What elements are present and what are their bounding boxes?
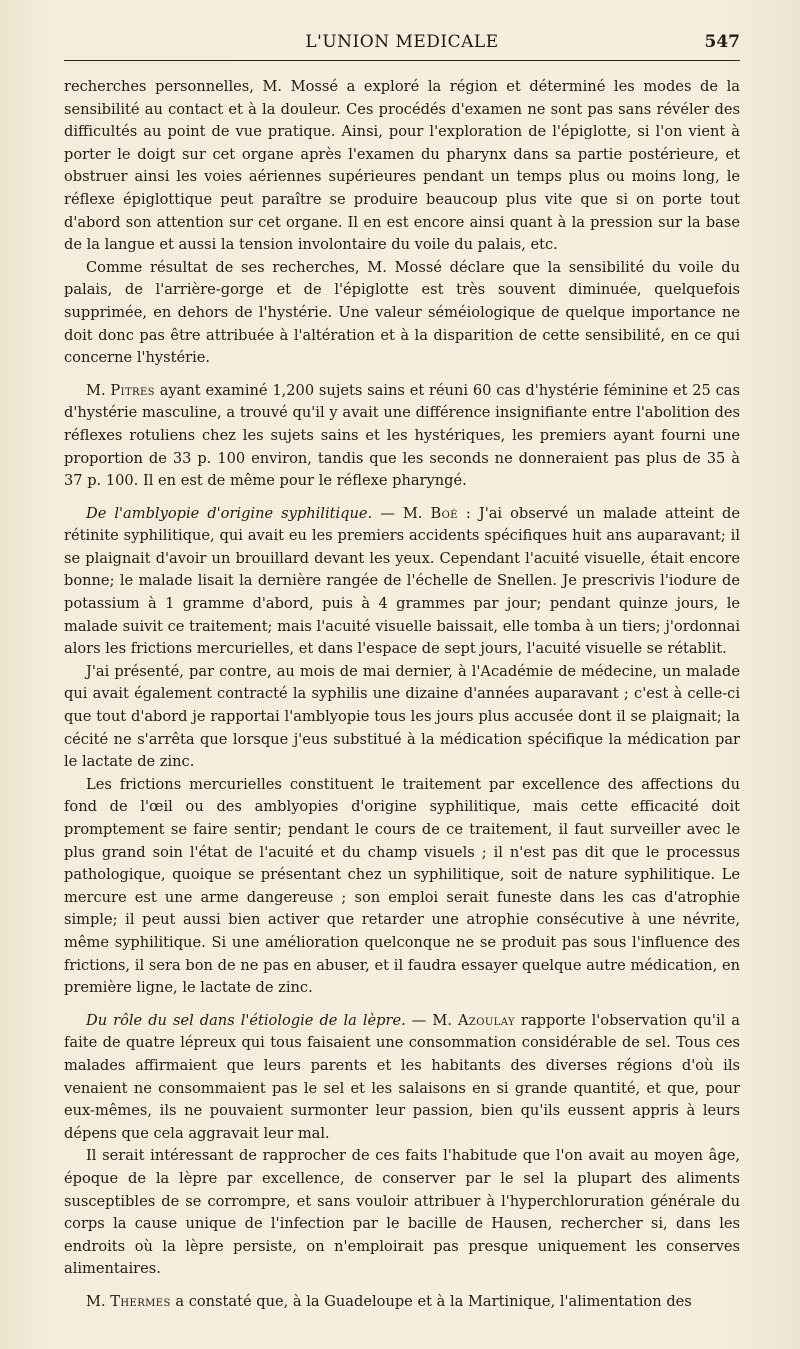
running-header <box>64 30 740 58</box>
header-rule <box>64 60 740 61</box>
paragraph: M. Thermes a constaté que, à la Guadeloupe et à la Martinique, l'alimentation des <box>86 1292 692 1310</box>
author-name: Thermes <box>110 1292 171 1310</box>
page-number: 547 <box>704 32 740 52</box>
author-name: Boé <box>430 504 458 522</box>
paragraph: Comme résultat de ses recherches, M. Mossé déclare que la sensibilité du voile du palais, de l'arrière-gorge et de l'épiglotte est très souvent diminuée, quelquefois supprimée, en dehors de l'hystérie. Une valeur séméiologique de quelque importance ne doit donc pas être attribuée à l'altération et à la disparition de cette sensibilité, en ce qui concerne l'hystérie. <box>64 258 740 367</box>
running-title: L'UNION MEDICALE <box>305 32 499 52</box>
section-heading: De l'amblyopie d'origine syphilitique. <box>86 504 373 522</box>
article-body <box>64 76 740 1313</box>
author-name: Pitres <box>110 381 155 399</box>
paragraph: De l'amblyopie d'origine syphilitique. — M. Boé : J'ai observé un malade atteint de rétinite syphilitique, qui avait eu les premiers accidents spécifiques huit ans auparavant; il se plaignait d'avoir un brouillard devant les yeux. Cependant l'acuité visuelle, était encore bonne; le malade lisait la dernière rangée de l'échelle de Snellen. Je prescrivis l'iodure de potassium à 1 gramme d'abord, puis à 4 grammes par jour; pendant quinze jours, le malade suivit ce traitement; mais l'acuité visuelle baissait, elle tomba à un tiers; j'ordonnai alors les frictions mercurielles, et dans l'espace de sept jours, l'acuité visuelle se rétablit. <box>64 504 741 658</box>
paragraph: Il serait intéressant de rapprocher de ces faits l'habitude que l'on avait au moyen âge, époque de la lèpre par excellence, de conserver par le sel la plupart des aliments susceptibles de se corrompre, et sans vouloir attribuer à l'hyperchloruration générale du corps la cause unique de l'infection par le bacille de Hausen, rechercher si, dans les endroits où la lèpre persiste, on n'emploirait pas presque uniquement les conserves alimentaires. <box>64 1147 740 1278</box>
paragraph: J'ai présenté, par contre, au mois de mai dernier, à l'Académie de médecine, un malade qui avait également contracté la syphilis une dizaine d'années auparavant ; c'est à celle-ci que tout d'abord je rapportai l'amblyopie tous les jours plus accusée dont il se plaignait; la cécité ne s'arrêta que lorsque j'eus substitué à la médication spécifique la médication par le lactate de zinc. <box>64 662 740 771</box>
section-heading: Du rôle du sel dans l'étiologie de la lèpre. <box>86 1011 406 1029</box>
paragraph: recherches personnelles, M. Mossé a exploré la région et déterminé les modes de la sensibilité au contact et à la douleur. Ces procédés d'examen ne sont pas sans révéler des difficultés au point de vue pratique. Ainsi, pour l'exploration de l'épiglotte, si l'on vient à porter le doigt sur cet organe après l'examen du pharynx dans sa partie postérieure, et obstruer ainsi les voies aériennes supérieures pendant un temps plus ou moins long, le réflexe épiglottique peut paraître se produire beaucoup plus vite que si on porte tout d'abord son attention sur cet organe. Il en est encore ainsi quant à la pression sur la base de la langue et aussi la tension involontaire du voile du palais, etc. <box>64 78 740 254</box>
paragraph: Du rôle du sel dans l'étiologie de la lèpre. — M. Azoulay rapporte l'observation qu'il a faite de quatre lépreux qui tous faisaient une consommation considérable de sel. Tous ces malades affirmaient que leurs parents et les habitants des diverses régions d'où ils venaient ne consommaient pas le sel et les salaisons en si grande quantité, et que, pour eux-mêmes, ils ne pouvaient surmonter leur passion, bien qu'ils eussent appris à leurs dépens que cela aggravait leur mal. <box>64 1011 740 1142</box>
paragraph: Les frictions mercurielles constituent le traitement par excellence des affections du fond de l'œil ou des amblyopies d'origine syphilitique, mais cette efficacité doit promptement se faire sentir; pendant le cours de ce traitement, il faut surveiller avec le plus grand soin l'état de l'acuité et du champ visuels ; il n'est pas dit que le processus pathologique, quoique se présentant chez un syphilitique, soit de nature syphilitique. Le mercure est une arme dangereuse ; son emploi serait funeste dans les cas d'atrophie simple; il peut aussi bien activer que retarder une atrophie consécutive à une névrite, même syphilitique. Si une amélioration quelconque ne se produit pas sous l'influence des frictions, il sera bon de ne pas en abuser, et il faudra essayer quelque autre médication, en première ligne, le lactate de zinc. <box>64 775 740 997</box>
paragraph: M. Pitres ayant examiné 1,200 sujets sains et réuni 60 cas d'hystérie féminine et 25 cas d'hystérie masculine, a trouvé qu'il y avait une différence insignifiante entre l'abolition des réflexes rotuliens chez les sujets sains et les hystériques, les premiers ayant fourni une proportion de 33 p. 100 environ, tandis que les seconds ne donneraient pas plus de 35 à 37 p. 100. Il en est de même pour le réflexe pharyngé. <box>64 381 740 490</box>
author-name: Azoulay <box>457 1011 515 1029</box>
